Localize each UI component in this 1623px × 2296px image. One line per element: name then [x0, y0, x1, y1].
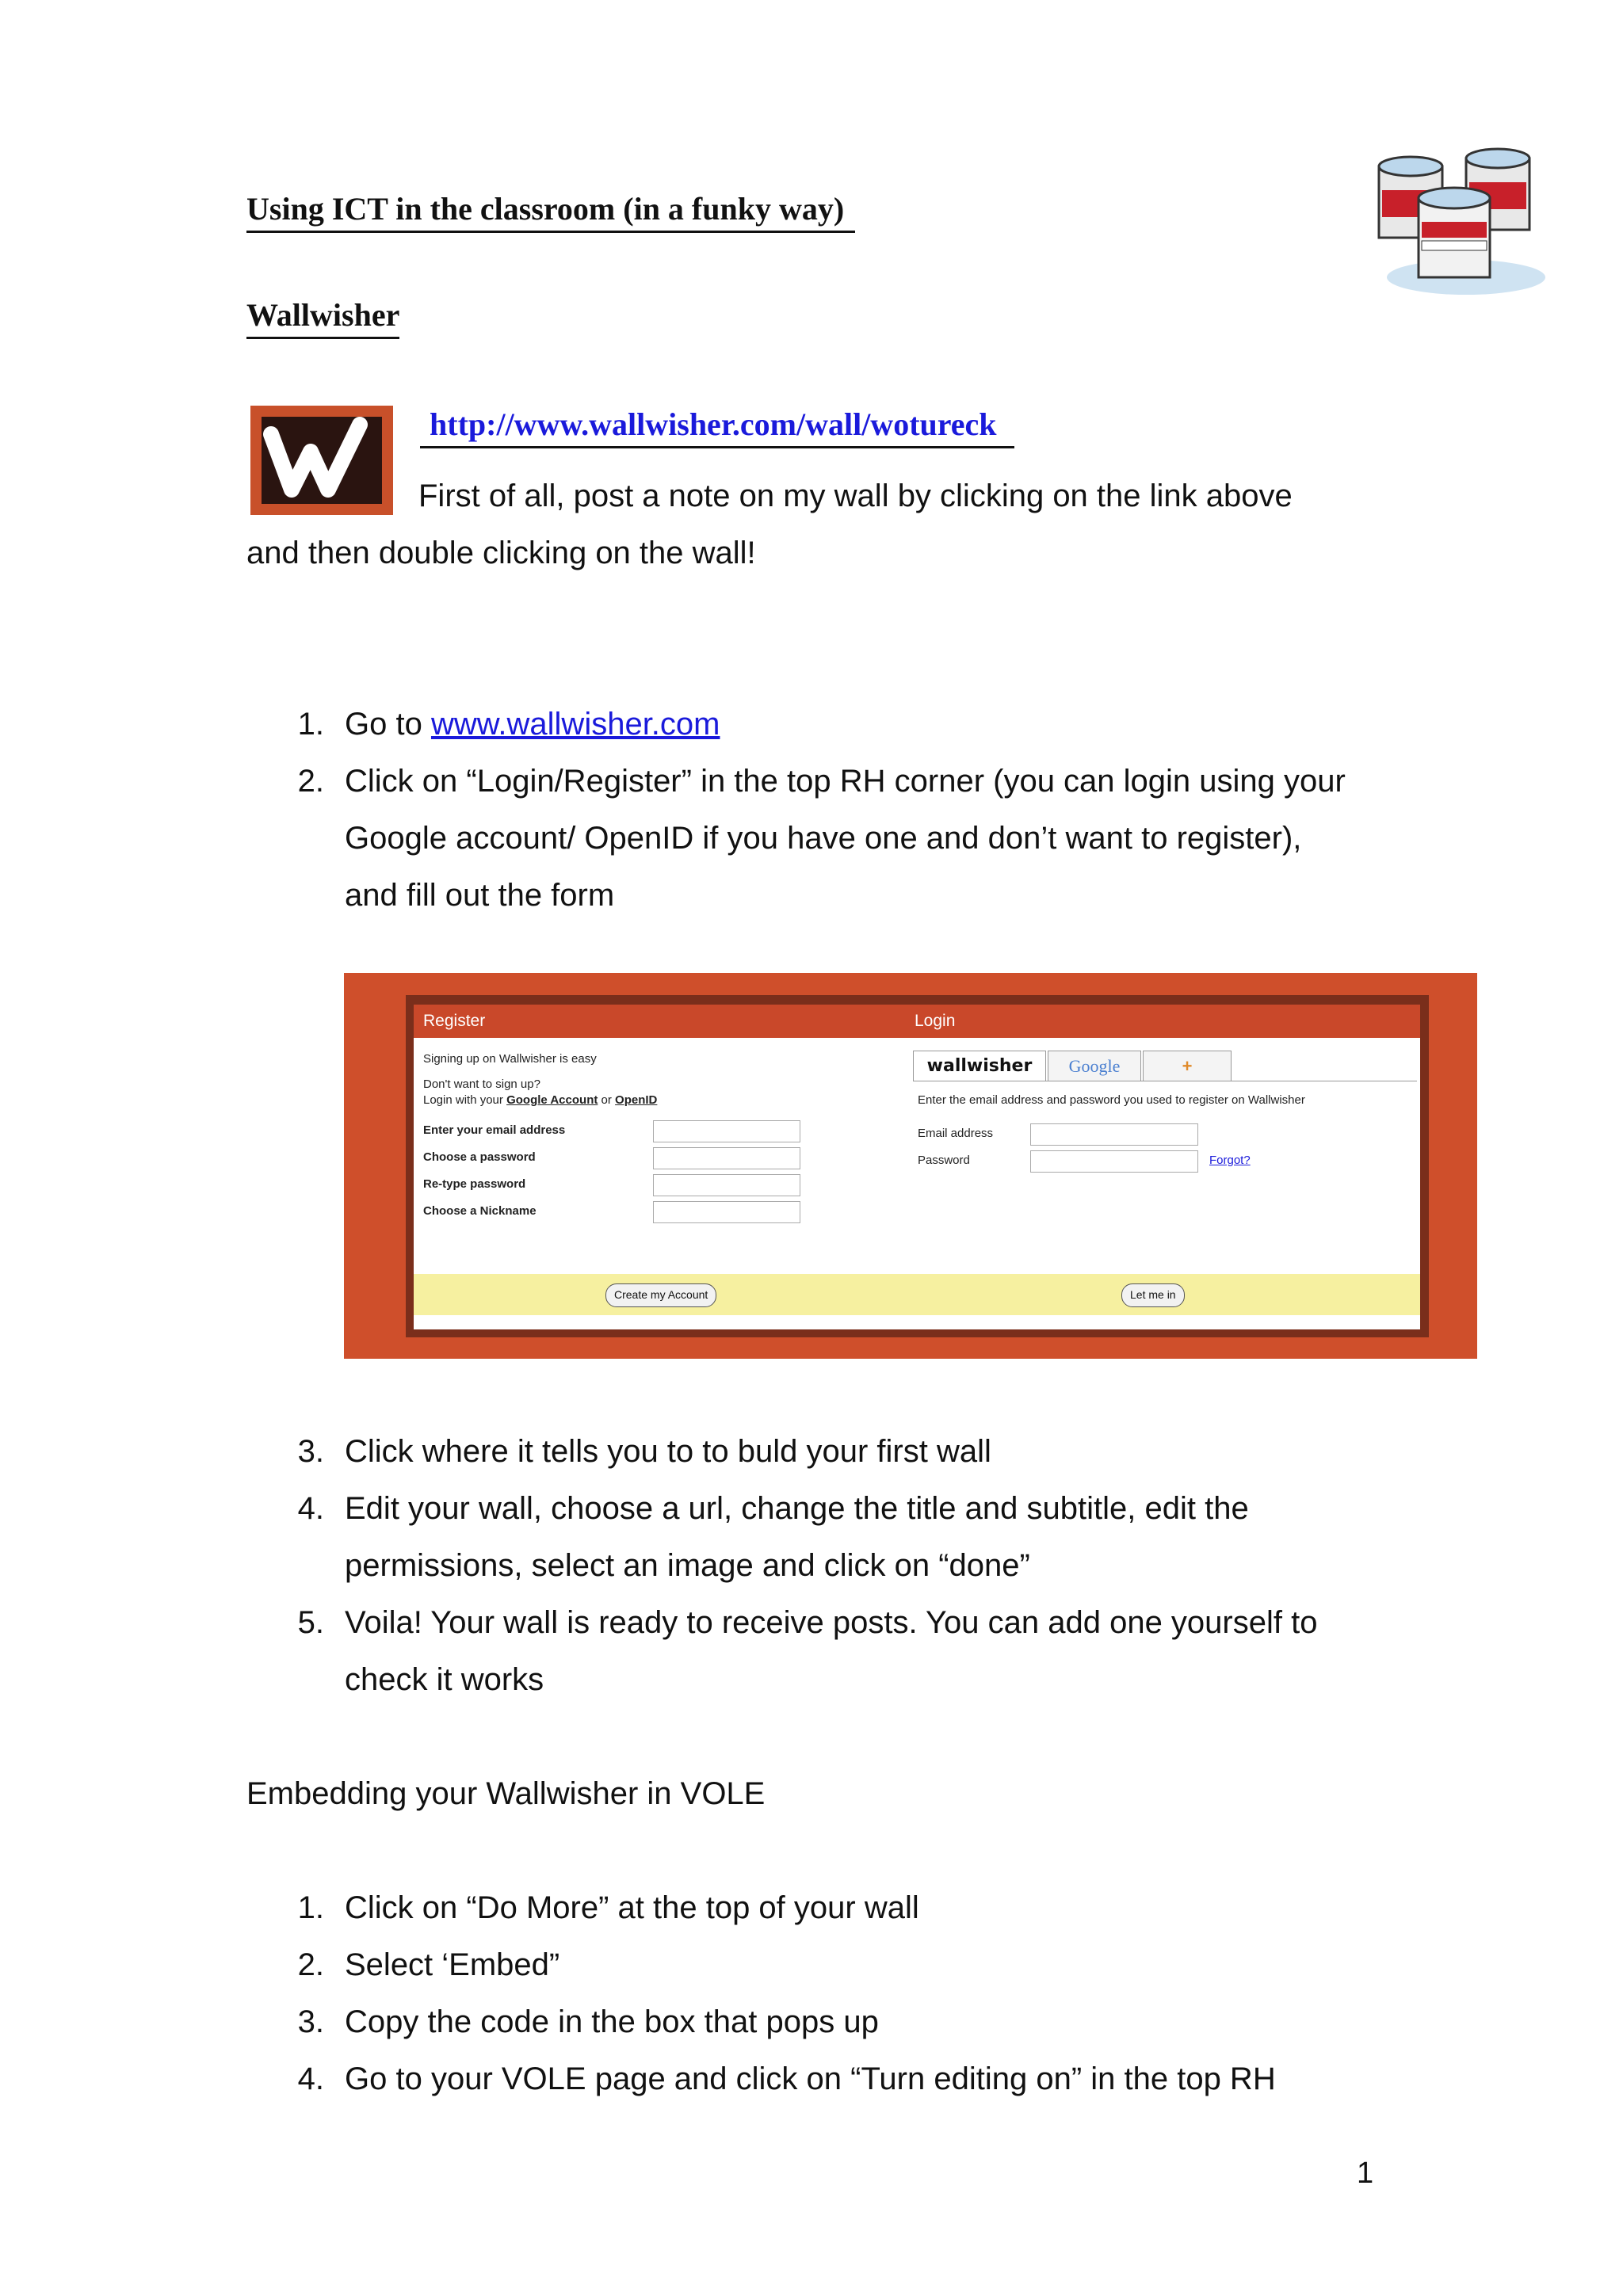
login-with-text: Login with your Google Account or OpenID	[423, 1093, 658, 1107]
wallwisher-home-link[interactable]: www.wallwisher.com	[430, 707, 720, 742]
login-password-label: Password	[918, 1154, 970, 1167]
openid-link[interactable]: OpenID	[615, 1093, 658, 1107]
paint-cans-icon	[1371, 143, 1553, 301]
login-hint-text: Enter the email address and password you used to register on Wallwisher	[918, 1093, 1305, 1107]
form-footer	[414, 1274, 1420, 1315]
dont-want-text: Don't want to sign up?	[423, 1077, 540, 1091]
register-title: Register	[423, 1012, 486, 1030]
register-nickname-field[interactable]	[653, 1201, 800, 1223]
embed-heading: Embedding your Wallwisher in VOLE	[246, 1776, 766, 1811]
forgot-link[interactable]: Forgot?	[1209, 1154, 1251, 1167]
form-title-bar	[414, 1005, 1420, 1038]
wallwisher-w-icon	[262, 417, 382, 504]
section-heading-wallwisher: Wallwisher	[246, 296, 399, 339]
intro-line-1: First of all, post a note on my wall by clicking on the link above	[418, 479, 1293, 513]
let-me-in-button[interactable]: Let me in	[1121, 1283, 1185, 1307]
login-password-field[interactable]	[1030, 1150, 1198, 1173]
password-label: Choose a password	[423, 1150, 536, 1164]
tab-google[interactable]: Google	[1048, 1051, 1141, 1081]
register-retype-password-field[interactable]	[653, 1174, 800, 1196]
login-email-field[interactable]	[1030, 1123, 1198, 1146]
login-title: Login	[915, 1012, 956, 1030]
register-login-screenshot	[344, 973, 1477, 1359]
login-email-label: Email address	[918, 1127, 994, 1140]
create-account-button[interactable]: Create my Account	[605, 1283, 716, 1307]
signing-up-text: Signing up on Wallwisher is easy	[423, 1052, 597, 1066]
register-email-field[interactable]	[653, 1120, 800, 1142]
tab-openid[interactable]: +	[1143, 1051, 1232, 1081]
intro-line-2: and then double clicking on the wall!	[246, 536, 756, 570]
retype-password-label: Re-type password	[423, 1177, 526, 1191]
document-title: Using ICT in the classroom (in a funky way)	[246, 190, 855, 233]
tab-wallwisher[interactable]: wallwisher	[913, 1051, 1046, 1081]
page-number: 1	[1357, 2157, 1374, 2190]
register-password-field[interactable]	[653, 1147, 800, 1169]
nickname-label: Choose a Nickname	[423, 1204, 537, 1218]
wallwisher-logo	[250, 406, 393, 515]
wallwisher-wall-link[interactable]: http://www.wallwisher.com/wall/wotureck	[420, 406, 1014, 448]
email-label: Enter your email address	[423, 1123, 566, 1137]
google-account-link[interactable]: Google Account	[506, 1093, 598, 1107]
